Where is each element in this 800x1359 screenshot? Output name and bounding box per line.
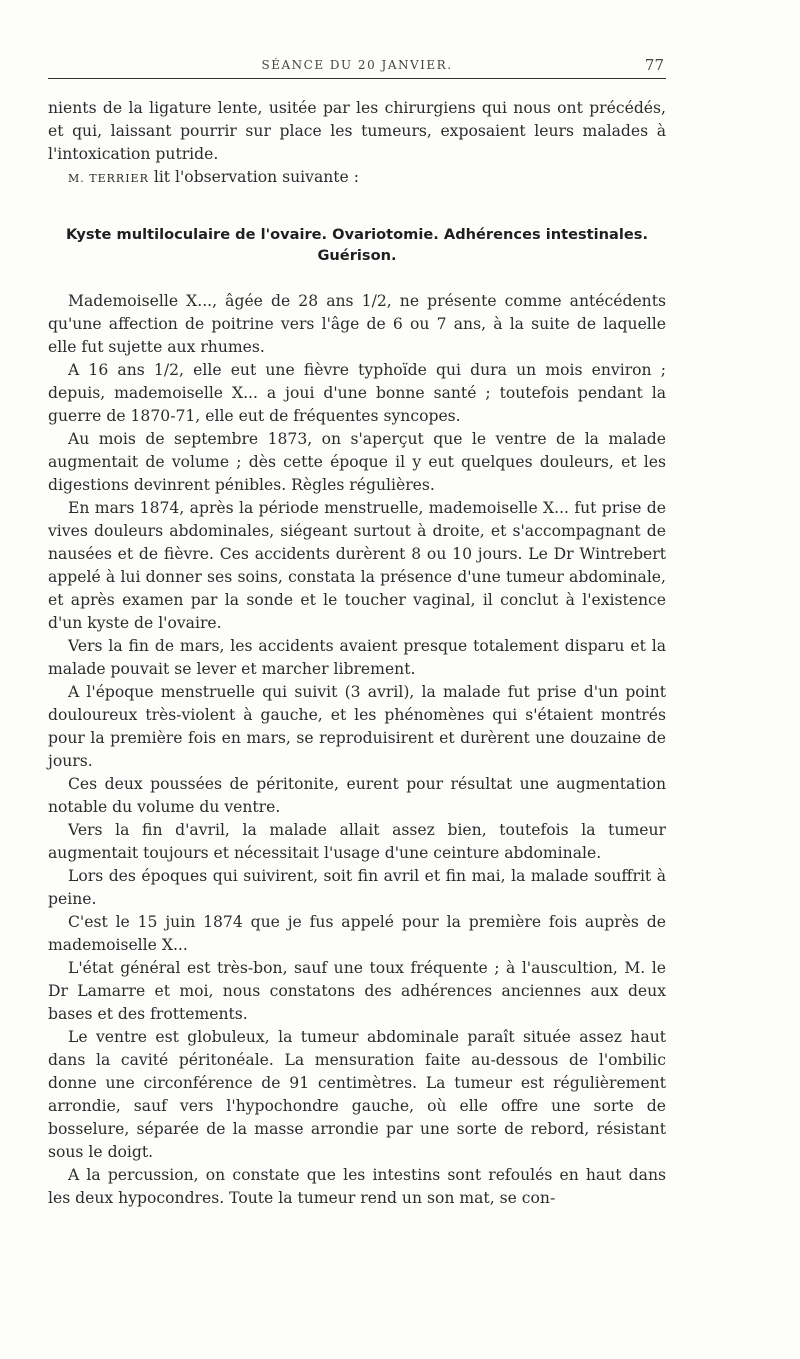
paragraph: Mademoiselle X..., âgée de 28 ans 1/2, ne présente comme antécédents qu'une affection de poitrine vers l'âge de 6 ou 7 ans, à la suite de laquelle elle fut sujette aux rhumes.	[48, 292, 666, 356]
book-page	[48, 52, 666, 1210]
paragraph: L'état général est très-bon, sauf une toux fréquente ; à l'auscultion, M. le Dr Lamarre et moi, nous constatons des adhérences anciennes aux deux bases et des frottements.	[48, 959, 666, 1023]
paragraph: A la percussion, on constate que les intestins sont refoulés en haut dans les deux hypocondres. Toute la tumeur rend un son mat, se con-	[48, 1166, 666, 1207]
intro-paragraph: nients de la ligature lente, usitée par les chirurgiens qui nous ont précédés, et qui, laissant pourrir sur place les tumeurs, exposaient leurs malades à l'intoxication putride.	[48, 99, 666, 163]
section-title: Kyste multiloculaire de l'ovaire. Ovariotomie. Adhérences intestinales. Guérison.	[65, 226, 649, 264]
speaker-line	[48, 166, 666, 190]
page-number: 77	[644, 56, 664, 74]
paragraph: Au mois de septembre 1873, on s'aperçut que le ventre de la malade augmentait de volume ; dès cette époque il y eut quelques douleurs, et les digestions devinrent pénibles. Règles régulières.	[48, 430, 666, 494]
speaker-text: lit l'observation suivante :	[153, 168, 359, 186]
paragraph: Le ventre est globuleux, la tumeur abdominale paraît située assez haut dans la cavité péritonéale. La mensuration faite au-dessous de l'ombilic donne une circonférence de 91 centimètres. La tumeur est régulièrement arrondie, sauf vers l'hypochondre gauche, où elle offre une sorte de bosselure, séparée de la masse arrondie par une sorte de rebord, résistant sous le doigt.	[48, 1028, 666, 1161]
paragraph: Ces deux poussées de péritonite, eurent pour résultat une augmentation notable du volume du ventre.	[48, 775, 666, 816]
paragraph: En mars 1874, après la période menstruelle, mademoiselle X... fut prise de vives douleurs abdominales, siégeant surtout à droite, et s'accompagnant de nausées et de fièvre. Ces accidents durèrent 8 ou 10 jours. Le Dr Wintrebert appelé à lui donner ses soins, constata la présence d'une tumeur abdominale, et après examen par la sonde et le toucher vaginal, il conclut à l'existence d'un kyste de l'ovaire.	[48, 499, 666, 632]
speaker-name: M. TERRIER	[68, 172, 149, 185]
running-title: SÉANCE DU 20 JANVIER.	[261, 58, 453, 72]
body-text	[48, 97, 666, 1210]
paragraph: A 16 ans 1/2, elle eut une fièvre typhoïde qui dura un mois environ ; depuis, mademoiselle X... a joui d'une bonne santé ; toutefois pendant la guerre de 1870-71, elle eut de fréquentes syncopes.	[48, 361, 666, 425]
paragraph: Vers la fin de mars, les accidents avaient presque totalement disparu et la malade pouvait se lever et marcher librement.	[48, 637, 666, 678]
paragraph: C'est le 15 juin 1874 que je fus appelé pour la première fois auprès de mademoiselle X...	[48, 913, 666, 954]
running-head	[48, 52, 666, 79]
paragraph: A l'époque menstruelle qui suivit (3 avril), la malade fut prise d'un point douloureux très-violent à gauche, et les phénomènes qui s'étaient montrés pour la première fois en mars, se reproduisirent et durèrent une douzaine de jours.	[48, 683, 666, 770]
paragraph: Vers la fin d'avril, la malade allait assez bien, toutefois la tumeur augmentait toujours et nécessitait l'usage d'une ceinture abdominale.	[48, 821, 666, 862]
paragraph: Lors des époques qui suivirent, soit fin avril et fin mai, la malade souffrit à peine.	[48, 867, 666, 908]
